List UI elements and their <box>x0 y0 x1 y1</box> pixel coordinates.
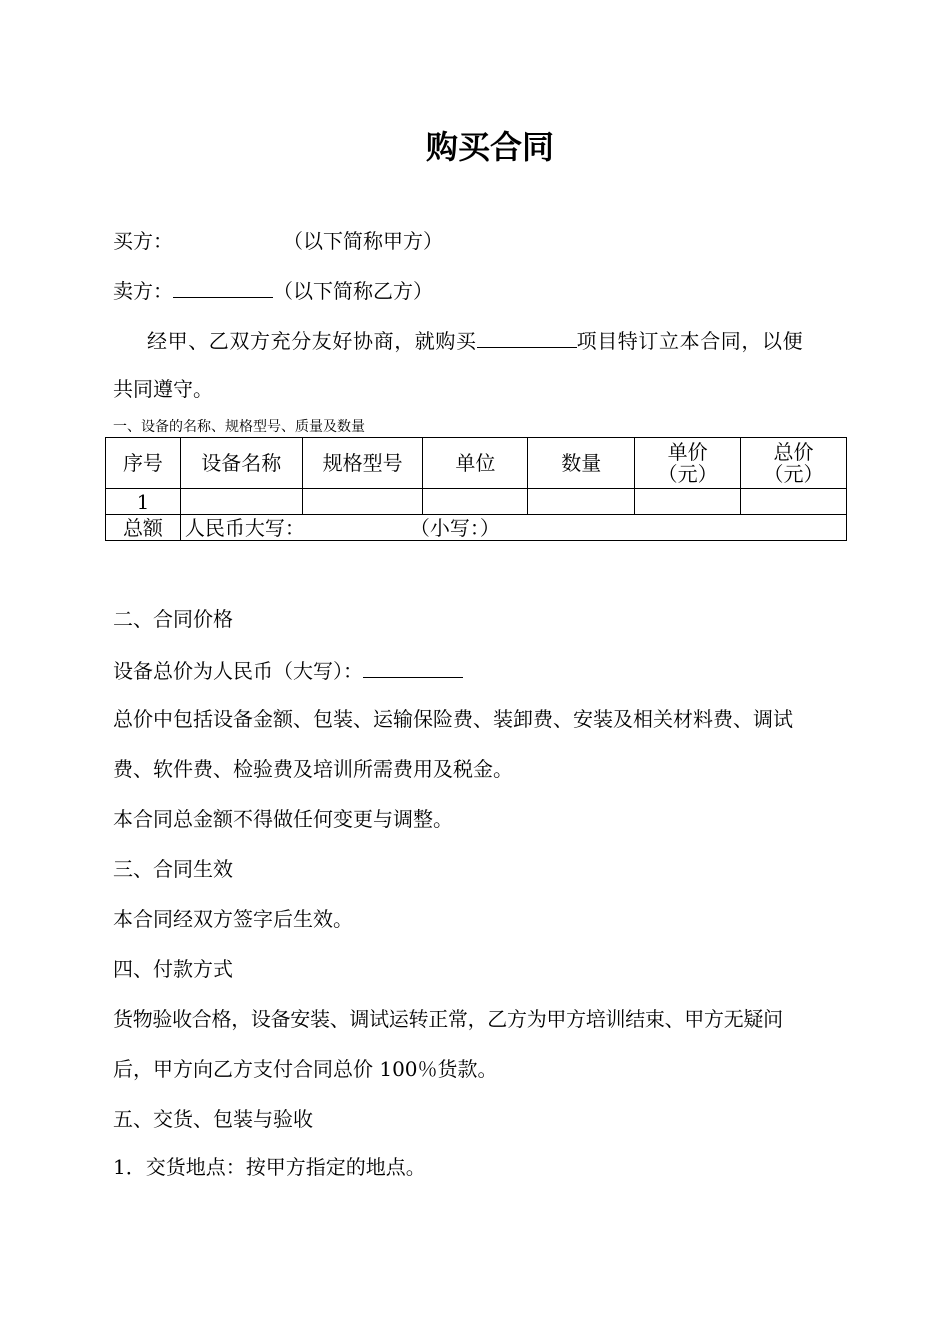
section2-p3: 本合同总金额不得做任何变更与调整。 <box>113 807 453 831</box>
cell-name[interactable] <box>180 489 302 515</box>
intro-line-1 <box>147 327 803 353</box>
total-capital-label: 人民币大写： <box>184 515 305 540</box>
cell-no: 1 <box>106 489 181 515</box>
intro-text-b: 项目特订立本合同，以便 <box>576 329 804 353</box>
total-small-label: （小写：） <box>409 515 500 540</box>
table-row <box>106 489 847 515</box>
intro-text-a: 经甲、乙双方充分友好协商，就购买 <box>147 329 477 353</box>
document-title: 购买合同 <box>425 128 554 166</box>
cell-unit[interactable] <box>423 489 528 515</box>
section2-p2a: 总价中包括设备金额、包装、运输保险费、装卸费、安装及相关材料费、调试 <box>113 707 793 731</box>
seller-label: 卖方： <box>113 279 173 303</box>
section3-p1: 本合同经双方签字后生效。 <box>113 907 353 931</box>
cell-qty[interactable] <box>528 489 635 515</box>
total-price-label: 总价 <box>773 440 814 464</box>
total-price-suffix: （元） <box>763 462 824 486</box>
price-blank <box>363 657 463 678</box>
section1-caption: 一、设备的名称、规格型号、质量及数量 <box>113 419 365 435</box>
seller-line <box>113 277 433 303</box>
table-header-row <box>106 438 847 489</box>
seller-blank <box>173 277 273 298</box>
section4-title: 四、付款方式 <box>113 957 233 981</box>
unit-price-label: 单价 <box>667 440 708 464</box>
section5-p1: 1．交货地点：按甲方指定的地点。 <box>113 1155 426 1179</box>
header-no: 序号 <box>106 438 181 489</box>
project-blank <box>477 327 577 348</box>
section4-p1b: 后，甲方向乙方支付合同总价 100％货款。 <box>113 1057 498 1081</box>
unit-price-suffix: （元） <box>657 462 718 486</box>
cell-total-price[interactable] <box>741 489 847 515</box>
section2-p2b: 费、软件费、检验费及培训所需费用及税金。 <box>113 757 513 781</box>
seller-suffix: （以下简称乙方） <box>273 279 433 303</box>
section4-p1a: 货物验收合格，设备安装、调试运转正常，乙方为甲方培训结束、甲方无疑问 <box>113 1007 783 1031</box>
equipment-table <box>105 437 847 541</box>
section5-title: 五、交货、包装与验收 <box>113 1107 313 1131</box>
buyer-line <box>113 229 443 253</box>
section2-title: 二、合同价格 <box>113 607 233 631</box>
header-qty: 数量 <box>528 438 635 489</box>
header-unit-price <box>635 438 741 489</box>
header-name: 设备名称 <box>180 438 302 489</box>
total-amount <box>180 515 846 541</box>
cell-spec[interactable] <box>302 489 423 515</box>
section3-title: 三、合同生效 <box>113 857 233 881</box>
price-capital-label: 设备总价为人民币（大写）： <box>113 659 363 683</box>
section2-p1 <box>113 657 463 683</box>
buyer-suffix: （以下简称甲方） <box>283 229 443 253</box>
header-spec: 规格型号 <box>302 438 423 489</box>
header-unit: 单位 <box>423 438 528 489</box>
total-label: 总额 <box>106 515 181 541</box>
table-total-row <box>106 515 847 541</box>
header-total-price <box>741 438 847 489</box>
cell-unit-price[interactable] <box>635 489 741 515</box>
intro-line-2: 共同遵守。 <box>113 377 213 401</box>
buyer-label: 买方： <box>113 229 173 253</box>
